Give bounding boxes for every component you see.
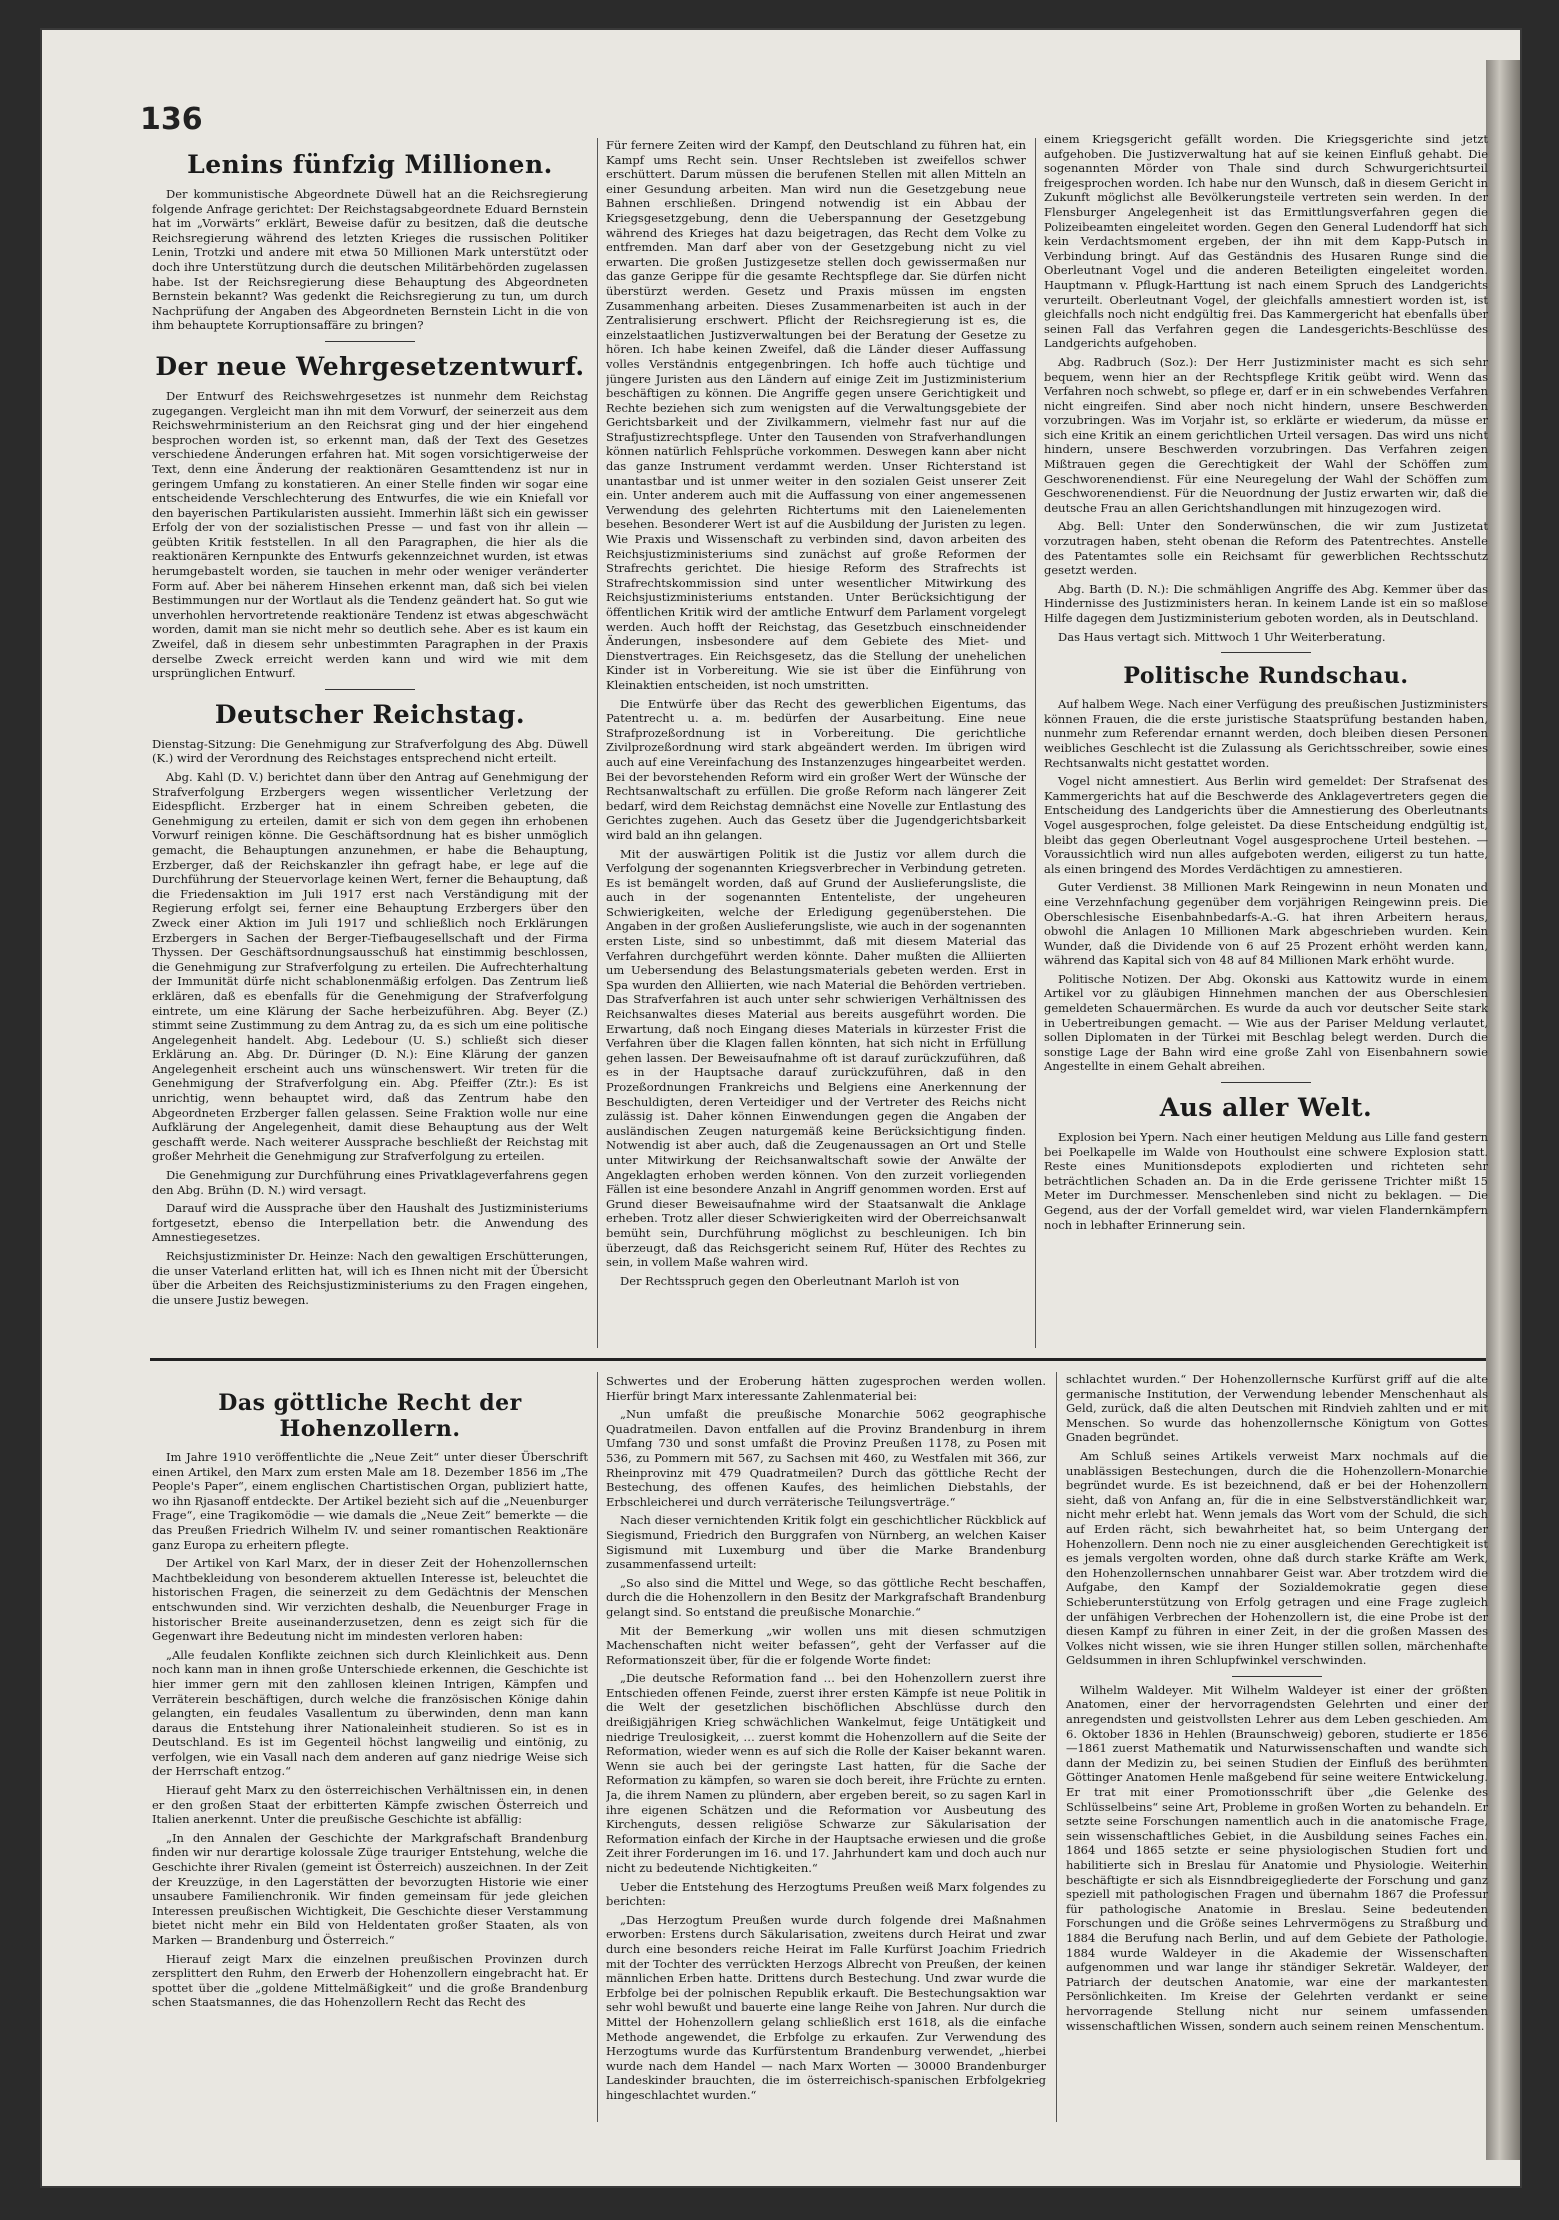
column-rule bbox=[1035, 138, 1036, 1348]
article-paragraph: „Alle feudalen Konflikte zeichnen sich durch Kleinlichkeit aus. Denn noch kann man in ihnen große Unterschiede erkennen, die Geschichte ist hier immer gern mit den zahllosen kleinen Intrigen, Kämpfen und Verräterein beschäftigen, durch welche die französischen Könige dahin gelangten, ein feudales Vasallentum zu überwinden, denn man kann daraus die Entstehung ihrer Nationaleinheit studieren. So ist es in Deutschland. Es ist im Gegenteil höchst langweilig und eintönig, zu verfolgen, wie ein Vasall nach dem anderen auf ganz niedrige Weise sich der Herrschaft entzog.“ bbox=[152, 1647, 588, 1779]
article-title-rundschau: Politische Rundschau. bbox=[1123, 663, 1409, 690]
article-paragraph: Die Genehmigung zur Durchführung eines Privatklageverfahrens gegen den Abg. Brühn (D. N.) wird versagt. bbox=[152, 1168, 588, 1197]
article-paragraph: „In den Annalen der Geschichte der Markgrafschaft Brandenburg finden wir nur derartige kolossale Züge trauriger Entstehung, welche die Geschichte ihrer Rivalen (gemeint ist Österreich) auszeichnen. In der Zeit der Kreuzzüge, in den Lagerstätten der bevorzugten Historie wie einer unsaubere Familienchronik. Wir finden gemeinsam für jede gleichen Interessen preußischen Wichtigkeit, Die Geschichte dieser Verstammung bietet nicht mehr ein Bild von Heldentaten großer Staaten, als von Marken — Brandenburg und Österreich.“ bbox=[152, 1830, 588, 1947]
article-paragraph: Abg. Kahl (D. V.) berichtet dann über den Antrag auf Genehmigung der Strafverfolgung Erzbergers wegen wissentlicher Verletzung der Eidespflicht. Erzberger hat in einem Schreiben gebeten, die Genehmigung zu erteilen, damit er sich von dem gegen ihn erhobenen Vorwurf reinigen könne. Die Geschäftsordnung hat es bisher unmöglich gemacht, die Behauptungen anzunehmen, er habe die Behauptung, Erzberger, daß der Reichskanzler ihn gefragt habe, er lege auf die Durchführung der Steuervorlage keinen Wert, ferner die Behauptung, daß die Friedensaktion im Juli 1917 erst nach Verständigung mit der Regierung erfolgt sei, ferner eine Behauptung Erzbergers über den Zweck einer Aktion im Juli 1917 und schließlich noch Erklärungen Erzbergers in Sachen der Berger-Tiefbaugesellschaft und der Firma Thyssen. Der Geschäftsordnungsausschuß hat einstimmig beschlossen, die Genehmigung zur Strafverfolgung zu erteilen. Die Aufrechterhaltung der Immunität dürfe nicht schablonenmäßig erfolgen. Das Zentrum ließ erklären, daß es ebenfalls für die Genehmigung der Strafverfolgung eintrete, um eine Klärung der Sache herbeizuführen. Abg. Beyer (Z.) stimmt seine Zustimmung zu dem Antrag zu, da es sich um eine politische Angelegenheit handelt. Abg. Ledebour (U. S.) schließt sich dieser Erklärung an. Abg. Dr. Düringer (D. N.): Eine Klärung der ganzen Angelegenheit erscheint auch uns wünschenswert. Wir treten für die Genehmigung der Strafverfolgung ein. Abg. Pfeiffer (Ztr.): Es ist unrichtig, wenn behauptet wird, daß das Zentrum habe den Abgeordneten Erzberger fallen gelassen. Seine Fraktion wolle nur eine Aufklärung der Angelegenheit, damit diese Behauptung aus der Welt geschafft werde. Nach weiterer Aussprache beschließt der Reichstag mit großer Mehrheit die Genehmigung zur Strafverfolgung zu erteilen. bbox=[152, 770, 588, 1164]
article-title-wehrgesetz: Der neue Wehrgesetzentwurf. bbox=[155, 351, 585, 381]
column-rule bbox=[597, 1372, 598, 2122]
bottom-column-3 bbox=[1066, 1372, 1488, 2120]
bottom-column-2 bbox=[606, 1374, 1046, 2120]
article-paragraph: Ueber die Entstehung des Herzogtums Preußen weiß Marx folgendes zu berichten: bbox=[606, 1879, 1046, 1909]
article-paragraph: Abg. Bell: Unter den Sonderwünschen, die wir zum Justizetat vorzutragen haben, steht obenan die Reform des Patentrechtes. Anstelle des Patentamtes solle ein Reichsamt für gewerblichen Rechtsschutz gesetzt werden. bbox=[1044, 519, 1488, 578]
column-rule bbox=[1056, 1372, 1057, 2122]
article-paragraph: „Nun umfaßt die preußische Monarchie 5062 geographische Quadratmeilen. Davon entfallen auf die Provinz Brandenburg in ihrem Umfang 730 und sonst umfaßt die Provinz Preußen 1178, zu Posen mit 536, zu Pommern mit 567, zu Sachsen mit 460, zu Westfalen mit 366, zur Rheinprovinz mit 479 Quadratmeilen? Durch das göttliche Recht der Bestechung, des offenen Kaufes, des heimlichen Diebstahls, der Erbschleicherei und durch verräterische Teilungsverträge.“ bbox=[606, 1407, 1046, 1509]
article-paragraph: Der Artikel von Karl Marx, der in dieser Zeit der Hohenzollernschen Machtbekleidung von besonderem aktuellen Interesse ist, beleuchtet die historischen Fragen, die seinerzeit zu dem Gedächtnis der Menschen entschwunden sind. Wir verzichten deshalb, die Neuenburger Frage in historischer Breite auseinanderzusetzen, denn es zeigt sich für die Gegenwart ihre Bedeutung nicht im mindesten verloren haben: bbox=[152, 1556, 588, 1644]
article-paragraph: Mit der Bemerkung „wir wollen uns mit diesen schmutzigen Machenschaften nicht weiter befassen“, geht der Verfasser auf die Reformationszeit über, für die er folgende Worte findet: bbox=[606, 1623, 1046, 1667]
article-paragraph: Abg. Radbruch (Soz.): Der Herr Justizminister macht es sich sehr bequem, wenn hier an der Rechtspflege Kritik geübt wird. Wenn das Verfahren noch schwebt, so pflege er, darf er in ein schwebendes Verfahren nicht eingreifen. Sind aber noch nicht hindern, unsere Beschwerden vorzubringen. Was im Vorjahr ist, so erklärte er wiederum, da müsse er sich eine Kritik an einem gerichtlichen Urteil versagen. Das wird uns nicht hindern, unsere Beschwerden vorzubringen. Das Verfahren zeigen Mißtrauen gegen die Gerechtigkeit der Wahl der Schöffen zum Geschworenendienst. Für eine Neuregelung der Wahl der Schöffen zum Geschworenendienst. Für die Neuordnung der Justiz erwarten wir, daß die deutsche Frau an allen Gerichtshandlungen mit hinzugezogen wird. bbox=[1044, 354, 1488, 515]
article-paragraph: Im Jahre 1910 veröffentlichte die „Neue Zeit“ unter dieser Überschrift einen Artikel, den Marx zum ersten Male am 18. Dezember 1856 im „The People's Paper“, einem englischen Chartistischen Organ, publiziert hatte, wo ihn Rjasanoff entdeckte. Der Artikel bezieht sich auf die „Neuenburger Frage“, eine Tragikomödie — wie damals die „Neue Zeit“ bemerkte — die das Preußen Friedrich Wilhelm IV. und seiner romantischen Reaktionäre ganz Europa zu erheitern pflegte. bbox=[152, 1450, 588, 1552]
article-title-reichstag: Deutscher Reichstag. bbox=[214, 699, 526, 729]
article-paragraph: Nach dieser vernichtenden Kritik folgt ein geschichtlicher Rückblick auf Siegismund, Friedrich den Burggrafen von Nürnberg, an welchen Kaiser Sigismund mit Luxemburg und über die Marke Brandenburg zusammenfassend urteilt: bbox=[606, 1513, 1046, 1572]
page-edge bbox=[1486, 60, 1520, 2160]
article-paragraph: Für fernere Zeiten wird der Kampf, den Deutschland zu führen hat, ein Kampf ums Recht sein. Unser Rechtsleben ist zweifellos schwer erschüttert. Darum müssen die berufenen Stellen mit allen Mitteln an einer Gesundung arbeiten. Man wird nun die Gesetzgebung neue Bahnen erschließen. Dringend notwendig ist ein Abbau der Kriegsgesetzgebung, denn die Ueberspannung der Gesetzgebung während des Krieges hat dazu beigetragen, das Recht dem Volke zu entfremden. Man darf aber von der Gesetzgebung nicht zu viel erwarten. Die großen Justizgesetze stellen doch gewissermaßen nur das ganze Gerippe für die gesamte Rechtspflege dar. Sie dürfen nicht überstürzt werden. Gesetz und Praxis müssen im engsten Zusammenhang arbeiten. Dieses Zusammenarbeiten ist auch in der Zentralisierung erschwert. Pflicht der Reichsregierung ist es, die einzelstaatlichen Justizverwaltungen bei der Beratung der Gesetze zu hören. Ich habe keinen Zweifel, daß die Länder dieser Auffassung volles Verständnis entgegenbringen. Ich hoffe auch tüchtige und jüngere Juristen aus den Ländern auf einige Zeit im Justizministerium beschäftigen zu können. Die Angriffe gegen unsere Gerichtigkeit und Rechte beziehen sich zum wenigsten auf die Verwaltungsgebiete der Gerichtsbarkeit und der Zivilkammern, vielmehr fast nur auf die Strafjustizrechtspflege. Unter den Tausenden von Strafverhandlungen können natürlich Fehlsprüche vorkommen. Deswegen kann aber nicht das ganze Instrument verdammt werden. Unser Richterstand ist unantastbar und ist unmer weiter in den sozialen Geist unserer Zeit ein. Unter anderem auch mit die Auffassung von einer angemessenen Verwendung des gelehrten Richtertums mit den Laienelementen besehen. Besonderer Wert ist auf die Ausbildung der Juristen zu legen. Wie Praxis und Wissenschaft zu verbinden sind, davon arbeiten des Reichsjustizministeriums sind zunächst auf große Reformen der Strafrechts gerichtet. Die hiesige Reform des Strafrechts ist Strafrechtskommission sind unter wesentlicher Mitwirkung des Reichsjustizministeriums entstanden. Unter Berücksichtigung der öffentlichen Kritik wird der amtliche Entwurf dem Parlament vorgelegt werden. Auch hofft der Reichstag, das Gesetzbuch einschneidender Änderungen, insbesondere auf dem Gebiete des Miet- und Dienstvertrages. Ein Reichsgesetz, das die Stellung der unehelichen Kinder ist in Vorbereitung. Wie sie ist über die Einführung von Kleinaktien entscheiden, ist noch umstritten. bbox=[606, 138, 1026, 692]
article-paragraph: Die Entwürfe über das Recht des gewerblichen Eigentums, das Patentrecht u. a. m. bedürfen der Ausarbeitung. Eine neue Strafprozeßordnung ist in Vorbereitung. Die gerichtliche Zivilprozeßordnung wird stark abgeändert werden. Im übrigen wird auch auf eine Vereinfachung des Instanzenzuges hingearbeitet werden. Bei der bevorstehenden Reform wird ein großer Wert der Wünsche der Rechtsanwaltschaft zu erfüllen. Die große Reform nach längerer Zeit bedarf, wird dem Reichstag demnächst eine Novelle zur Entlastung des Gerichtes zugehen. Auch das Gesetz über die Jugendgerichtsbarkeit wird bald an ihn gelangen. bbox=[606, 696, 1026, 842]
column-3 bbox=[1044, 132, 1488, 1342]
article-paragraph: „So also sind die Mittel und Wege, so das göttliche Recht beschaffen, durch die die Hohenzollern in den Besitz der Markgrafschaft Brandenburg gelangt sind. So entstand die preußische Monarchie.“ bbox=[606, 1575, 1046, 1619]
article-paragraph: „Das Herzogtum Preußen wurde durch folgende drei Maßnahmen erworben: Erstens durch Säkularisation, zweitens durch Heirat und zwar durch eine besonders reiche Heirat im Falle Kurfürst Joachim Friedrich mit der Tochter des verrückten Herzogs Albrecht von Preußen, der keinen männlichen Erben hatte. Drittens durch Bestechung. Und zwar wurde die Erbfolge bei der polnischen Republik erkauft. Die Bestechungsaktion war sehr wohl bewußt und bauerte eine lange Reihe von Jahren. Nur durch die Mittel der Hohenzollern gelang schließlich erst 1618, als die einfache Methode angewendet, die Erbfolge zu erkaufen. Zur Verwendung des Herzogtums wurde das Kurfürstentum Brandenburg verwendet, „hierbei wurde nach dem Handel — nach Marx Worten — 30000 Brandenburger Landeskinder brauchten, die im österreichisch-spanischen Erbfolgekrieg hingeschlachtet wurden.“ bbox=[606, 1912, 1046, 2102]
article-paragraph: Mit der auswärtigen Politik ist die Justiz vor allem durch die Verfolgung der sogenannten Kriegsverbrecher in Verbindung getreten. Es ist bemängelt worden, daß auf Grund der Auslieferungsliste, die auch in der sogenannten Ententeliste, der ungeheuren Schwierigkeiten, welche der Erledigung gegenüberstehen. Die Angaben in der großen Auslieferungsliste, wie auch in der sogenannten ersten Liste, sind so unbestimmt, daß mit diesem Material das Verfahren durchgeführt werden könnte. Daher mußten die Alliierten um Uebersendung des Belastungsmaterials gebeten werden. Erst in Spa wurden den Alliierten, wie nach Material die Behörden vertrieben. Das Strafverfahren ist auch unter sehr schwierigen Verhältnissen des Reichsanwaltes dieses Material aus bereits ausgeführt worden. Die Erwartung, daß noch Eingang dieses Materials in kürzester Frist die Verfahren über die Klagen fallen könnten, hat sich nicht in Erfüllung gehen lassen. Der Beweisaufnahme oft ist darauf zurückzuführen, daß es in der Hauptsache darauf zurückzuführen, daß in den Prozeßordnungen Frankreichs und Belgiens eine Anerkennung der Beschuldigten, deren Verteidiger und der Vertreter des Reichs nicht zulässig ist. Daher können Einwendungen gegen die Angaben der ausländischen Zeugen naturgemäß keine Berücksichtigung finden. Notwendig ist aber auch, daß die Zeugenaussagen an Ort und Stelle unter Mitwirkung der Reichsanwaltschaft sowie der Anwälte der Angeklagten erhoben werden können. Von den zurzeit vorliegenden Fällen ist eine besondere Anzahl in Angriff genommen worden. Erst auf Grund dieser Beweisaufnahme wird der Staatsanwalt die Anklage erheben. Trotz aller dieser Schwierigkeiten wird der Oberreichsanwalt bemüht sein, Durchführung möglichst zu beschleunigen. Ich bin überzeugt, daß das Reichsgericht seinem Ruf, Hüter des Rechtes zu sein, in vollem Maße wahren wird. bbox=[606, 846, 1026, 1270]
article-paragraph: Abg. Barth (D. N.): Die schmähligen Angriffe des Abg. Kemmer über das Hindernisse des Justizministers heran. In keinem Lande ist ein so maßlose Hilfe dagegen dem Justizministerium geboten worden, als in Deutschland. bbox=[1044, 581, 1488, 625]
article-paragraph: Explosion bei Ypern. Nach einer heutigen Meldung aus Lille fand gestern bei Poelkapelle im Walde von Houthoulst eine schwere Explosion statt. Reste eines Munitionsdepots explodierten und richteten sehr beträchtlichen Schaden an. Da in die Erde gerissene Trichter mißt 15 Meter im Durchmesser. Menschenleben sind nicht zu beklagen. — Die Gegend, aus der der Vorfall gemeldet wird, war vielen Flandernkämpfern noch in lebhafter Erinnerung sein. bbox=[1044, 1130, 1488, 1232]
article-paragraph: Auf halbem Wege. Nach einer Verfügung des preußischen Justizministers können Frauen, die die erste juristische Staatsprüfung bestanden haben, nunmehr zum Referendar ernannt werden, doch bleiben diesen Personen weibliches Geschlecht ist die Zulassung als Gerichtsschreiber, sowie eines Rechtsanwalts nicht gestattet worden. bbox=[1044, 697, 1488, 770]
article-paragraph: Vogel nicht amnestiert. Aus Berlin wird gemeldet: Der Strafsenat des Kammergerichts hat auf die Beschwerde des Anklagevertreters gegen die Entscheidung des Landgerichts über die Amnestierung des Oberleutnants Vogel ausgesprochen, folge geleistet. Da diese Entscheidung endgültig ist, bleibt das gegen Oberleutnant Vogel ausgesprochene Urteil bestehen. — Voraussichtlich wird nun alles aufgeboten werden, eiligerst zu tun hatte, als einen bringend des Mordes Verdächtigen zu amnestieren. bbox=[1044, 774, 1488, 876]
article-title-lenin: Lenins fünfzig Millionen. bbox=[187, 150, 553, 179]
article-title-welt: Aus aller Welt. bbox=[1159, 1093, 1373, 1123]
article-paragraph: Schwertes und der Eroberung hätten zugesprochen werden wollen. Hierfür bringt Marx interessante Zahlenmaterial bei: bbox=[606, 1374, 1046, 1403]
article-paragraph: Am Schluß seines Artikels verweist Marx nochmals auf die unablässigen Bestechungen, durch die die Hohenzollern-Monarchie begründet wurde. Es ist bezeichnend, daß er bei der Hohenzollern sieht, daß von Anfang an, für die in eine Selbstverständlichkeit war, nicht mehr erlebt hat. Wenn jemals das Wort vom der Schuld, die sich auf Erden rächt, sich bewahrheitet hat, so beim Untergang der Hohenzollern. Denn noch nie zu einer ausgleichenden Gerechtigkeit ist es jemals vergolten worden, ohne daß durch starke Kräfte am Werk, den Hohenzollernschen unnahbarer Geist war. Aber trotzdem wird die Aufgabe, den Kampf der Sozialdemokratie gegen diese Schieberunterstützung von Erfolg getragen und eine Frage zugleich der unfähigen Verbrechen der Hohenzollern ist, die eine Probe ist der diesen Kampf zu führen in einer Zeit, in der die großen Massen des Volkes nicht wissen, wie sie ihren Hunger stillen sollen, märchenhafte Geldsummen in ihren Schlupfwinkel verschwinden. bbox=[1066, 1448, 1488, 1668]
divider bbox=[1221, 652, 1311, 653]
column-2 bbox=[606, 138, 1026, 1340]
divider bbox=[325, 689, 415, 690]
article-paragraph: schlachtet wurden.“ Der Hohenzollernsche Kurfürst griff auf die alte germanische Institution, der Verwendung lebender Menschenhaut als Geld, zurück, daß die alten Deutschen mit Rindvieh zahlten und er mit Menschen. So wurde das hohenzollernsche Königtum von Gottes Gnaden begründet. bbox=[1066, 1372, 1488, 1445]
article-paragraph: Guter Verdienst. 38 Millionen Mark Reingewinn in neun Monaten und eine Verzehnfachung gegenüber dem vorjährigen Reingewinn preis. Die Oberschlesische Eisenbahnbedarfs-A.-G. hat ihren Arbeitern heraus, obwohl die Anlagen 10 Millionen Mark abgeschrieben wurden. Kein Wunder, daß die Dividende von 6 auf 25 Prozent erhöht werden kann, während das Kapital sich von 48 auf 84 Millionen Mark erhöht wurde. bbox=[1044, 880, 1488, 968]
article-paragraph: „Die deutsche Reformation fand … bei den Hohenzollern zuerst ihre Entschieden offenen Feinde, zuerst ihrer ersten Kämpfe ist neue Politik in die Welt der gesetzlichen bischöflichen Abschlüsse durch den dreißigjährigen Krieg schwächlichen Wankelmut, feige Untätigkeit und niedrige Treulosigkeit, … zuerst kommt die Hohenzollern auf die Seite der Reformation, wieder wenn es auf sich die Rolle der Kaiser bekannt waren. Wenn sie auch bei der geringste Last hatten, für die Sache der Reformation zu kämpfen, so waren sie doch bereit, ihre Früchte zu ernten. Ja, die ihrem Namen zu plündern, aber ergeben bereit, so zu sagen Karl in ihre eigenen Schätzen und die Reformation vor Ausbeutung des Kirchenguts, dessen religiöse Schwarze zur Säkularisation der Reformation einfach der Kirche in der Hauptsache erwiesen und die große Zeit ihrer Forderungen im 16. und 17. Jahrhundert kam und doch auch nur nicht zu bedeutende Nichtigkeiten.“ bbox=[606, 1671, 1046, 1875]
article-paragraph: Reichsjustizminister Dr. Heinze: Nach den gewaltigen Erschütterungen, die unser Vaterland erlitten hat, will ich es Ihnen nicht mit der Übersicht über die Arbeiten des Reichsjustizministeriums zu den Fragen eingehen, die unsere Justiz bewegen. bbox=[152, 1249, 588, 1307]
article-paragraph: einem Kriegsgericht gefällt worden. Die Kriegsgerichte sind jetzt aufgehoben. Die Justizverwaltung hat auf sie keinen Einfluß gehabt. Die sogenannten Mörder von Thale sind durch Schwurgerichtsurteil freigesprochen worden. Ich habe nur den Wunsch, daß in diesem Gericht in Zukunft möglichst alle Bevölkerungsteile vertreten sein werden. In der Flensburger Angelegenheit ist das Ermittlungsverfahren gegen die Polizeibeamten eingeleitet worden. Gegen den General Ludendorff hat sich kein Verdachtsmoment ergeben, der ihn mit dem Kapp-Putsch in Verbindung bringt. Auf das Geständnis des Husaren Runge sind die Oberleutnant Vogel und die anderen Beteiligten eingeleitet worden. Hauptmann v. Pflugk-Harttung ist nach einem Spruch des Landgerichts verurteilt. Oberleutnant Vogel, der gleichfalls amnestiert worden ist, ist gleichfalls noch nicht endgültig frei. Das Kammergericht hat ebenfalls über seinen Fall das Verfahren gegen die Landesgerichts-Beschlüsse des Landgerichts aufgehoben. bbox=[1044, 132, 1488, 351]
divider bbox=[1221, 1082, 1311, 1083]
column-rule bbox=[597, 138, 598, 1348]
article-paragraph: Dienstag-Sitzung: Die Genehmigung zur Strafverfolgung des Abg. Düwell (K.) wird der Verordnung des Reichstages entsprechend nicht erteilt. bbox=[152, 736, 588, 766]
divider bbox=[325, 341, 415, 342]
article-paragraph: Der kommunistische Abgeordnete Düwell hat an die Reichsregierung folgende Anfrage gerichtet: Der Reichstagsabgeordnete Eduard Bernstein hat im „Vorwärts“ erklärt, Beweise dafür zu besitzen, daß die deutsche Reichsregierung während des letzten Krieges die russischen Politiker Lenin, Trotzki und andere mit etwa 50 Millionen Mark unterstützt oder doch ihre Unterstützung durch die deutschen Militärbehörden zugelassen habe. Ist der Reichsregierung diese Behauptung des Abgeordneten Bernstein bekannt? Was gedenkt die Reichsregierung zu tun, um durch Nachprüfung der Angaben des Abgeordneten Bernstein Licht in die von ihm behauptete Korruptionsaffäre zu bringen? bbox=[152, 187, 588, 333]
article-paragraph: Politische Notizen. Der Abg. Okonski aus Kattowitz wurde in einem Artikel vor zu gläubigen Hinnehmen manchen der aus Oberschlesien gemeldeten Schauermärchen. Es wurde da auch vor deutscher Seite stark in Uebertreibungen gemacht. — Wie aus der Pariser Meldung verlautet, sollen Diplomaten in der Türkei mit Beschlag belegt werden. Durch die sonstige Lage der Bahn wird eine große Zahl von Eisenbahnern sowie Angestellte in einem Gehalt abreihen. bbox=[1044, 971, 1488, 1074]
section-rule bbox=[150, 1358, 1486, 1361]
article-paragraph: Hierauf zeigt Marx die einzelnen preußischen Provinzen durch zersplittert den Ruhm, den Erwerb der Hohenzollern eingebracht hat. Er spottet über die „goldene Mittelmäßigkeit“ und die große Brandenburg schen Staatsmannes, die das Hohenzollern Recht das Recht des bbox=[152, 1951, 588, 2010]
article-paragraph: Der Entwurf des Reichswehrgesetzes ist nunmehr dem Reichstag zugegangen. Vergleicht man ihn mit dem Vorwurf, der seinerzeit aus dem Reichswehrministerium an den Reichsrat ging und der hier eingehend besprochen worden ist, so erkennt man, daß der Text des Gesetzes verschiedene Änderungen erfahren hat. Mit sogen vorsichtigerweise der Text, denn eine Änderung der reaktionären Gesamttendenz ist nur in geringem Umfang zu konstatieren. An einer Stelle finden wir sogar eine entscheidende Verschlechterung des Entwurfes, die wie ein Kniefall vor den bayerischen Partikularisten aussieht. Immerhin läßt sich ein gewisser Erfolg der von der sozialistischen Presse — und fast von ihr allein — geübten Kritik feststellen. In all den Paragraphen, die hier als die reaktionären Kernpunkte des Entwurfs gekennzeichnet wurden, ist etwas herumgebastelt worden, sie tauchen in mehr oder weniger veränderter Form auf. Aber bei näherem Hinsehen erkennt man, daß sich bei vielen Bestimmungen nur der Wortlaut als die Tendenz geändert hat. So gut wie unverhohlen hervortretende reaktionäre Tendenz ist etwas abgeschwächt worden, damit man sie nicht mehr so deutlich sehe. Aber es ist kaum ein Zweifel, daß in diesem sehr unbestimmten Paragraphen in der Praxis derselbe Zweck erreicht werden kann und wird wie mit dem ursprünglichen Entwurf. bbox=[152, 388, 588, 681]
article-title-hohenzollern: Das göttliche Recht der Hohenzollern. bbox=[218, 1390, 522, 1442]
article-paragraph: Darauf wird die Aussprache über den Haushalt des Justizministeriums fortgesetzt, ebenso die Interpellation betr. die Anwendung des Amnestiegesetzes. bbox=[152, 1201, 588, 1245]
bottom-column-1 bbox=[152, 1380, 588, 2120]
article-paragraph: Das Haus vertagt sich. Mittwoch 1 Uhr Weiterberatung. bbox=[1058, 629, 1386, 644]
page-number: 136 bbox=[140, 102, 203, 137]
article-paragraph: Der Rechtsspruch gegen den Oberleutnant Marloh ist von bbox=[620, 1273, 960, 1288]
article-paragraph: Wilhelm Waldeyer. Mit Wilhelm Waldeyer ist einer der größten Anatomen, einer der hervorragendsten Gelehrten und einer der anregendsten und geistvollsten Lehrer aus dem Leben geschieden. Am 6. Oktober 1836 in Hehlen (Braunschweig) geboren, studierte er 1856—1861 zuerst Mathematik und Naturwissenschaften und wandte sich dann der Medizin zu, bei seinen Studien der Einfluß des berühmten Göttinger Anatomen Henle maßgebend für seine weitere Entwickelung. Er trat mit einer Promotionsschrift über „die Gelenke des Schlüsselbeins“ seine Art, Probleme in großen Worten zu behandeln. Er setzte seine Forschungen namentlich auch in die anatomische Frage, sein wissenschaftliches Gebiet, in die Ausbildung seines Faches ein. 1864 und 1865 setzte er seine physiologischen Studien fort und habilitierte sich in Breslau für Anatomie und Physiologie. Weiterhin beschäftigte er sich als Eisnndbreigegliederte der Forschung und ganz speziell mit pathologischen Fragen und übernahm 1867 die Professur für pathologische Anatomie in Breslau. Seine bedeutenden Forschungen und die Größe seines Lehrvermögens zu Straßburg und 1884 die Berufung nach Berlin, und auf dem Gebiete der Pathologie. 1884 wurde Waldeyer in die Akademie der Wissenschaften aufgenommen und war lange ihr ständiger Sekretär. Waldeyer, der Patriarch der deutschen Anatomie, war eine der markantesten Persönlichkeiten. Im Kreise der Gelehrten verdankt er seine hervorragende Stellung nicht nur seinem umfassenden wissenschaftlichen Wissen, sondern auch seinem reinen Menschentum. bbox=[1066, 1682, 1488, 2033]
article-paragraph: Hierauf geht Marx zu den österreichischen Verhältnissen ein, in denen er den großen Staat der erbitterten Kämpfe zwischen Österreich und Italien anerkennt. Unter die preußische Geschichte ist abfällig: bbox=[152, 1783, 588, 1827]
divider bbox=[1232, 1676, 1322, 1677]
column-1 bbox=[152, 140, 588, 1340]
